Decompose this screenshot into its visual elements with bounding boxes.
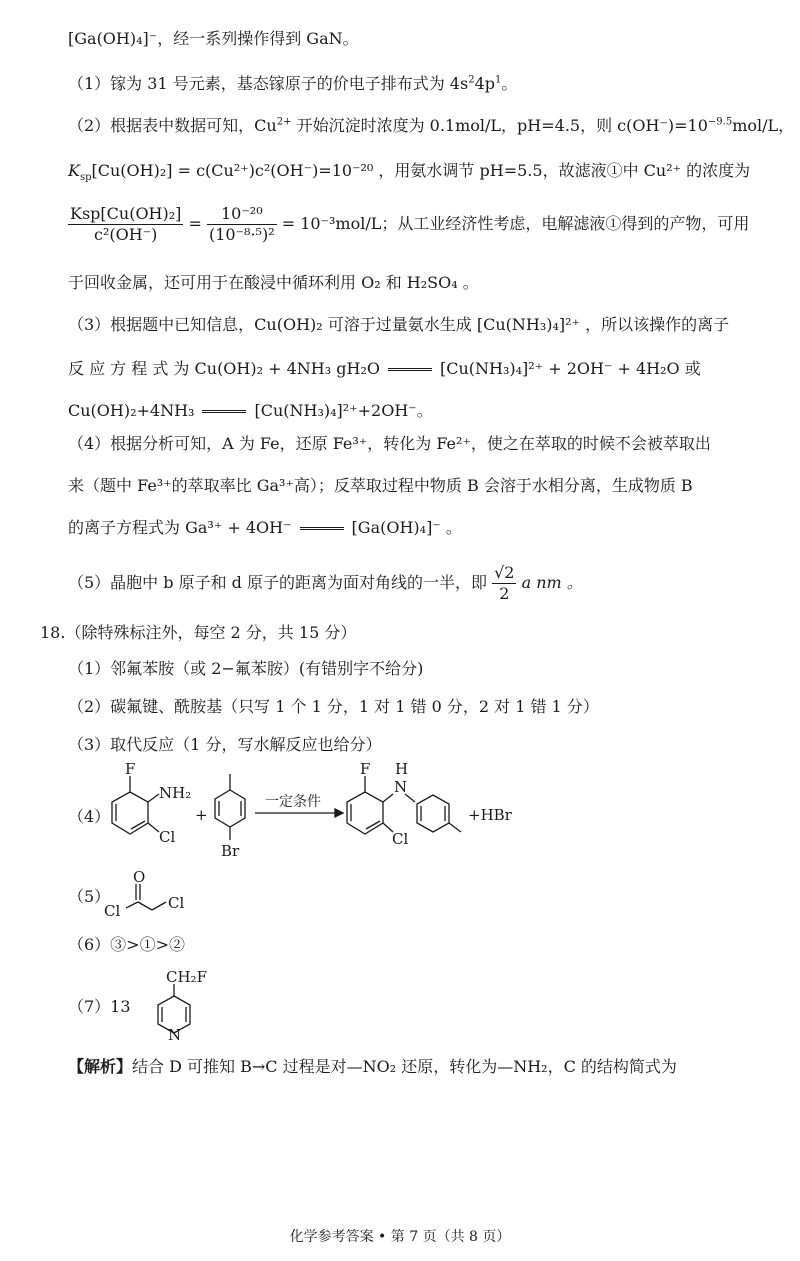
atom-label: F	[125, 762, 136, 778]
atom-label: NH₂	[159, 784, 192, 802]
reaction-scheme	[95, 762, 525, 872]
atom-label: H	[395, 762, 409, 778]
structure-5	[100, 870, 190, 920]
plus-sign: +	[195, 806, 208, 824]
answer-3-line2: 反 应 方 程 式 为 Cu(OH)₂ + 4NH₃ gH₂O [Cu(NH₃)₄]²⁺ + 2OH⁻ + 4H₂O 或	[68, 359, 701, 378]
atom-label: N	[168, 1026, 182, 1044]
value-fraction: $\frac{\text{10⁻²⁰}}{\text{(10⁻⁸·⁵)²}}$	[209, 204, 275, 244]
equals-arrow	[300, 527, 344, 531]
sqrt2-fraction: $\frac{√2}{2}$	[494, 563, 515, 603]
benzene-ring-1	[112, 792, 148, 834]
q18-header: 18.（除特殊标注外，每空 2 分，共 15 分）	[40, 623, 357, 642]
answer-1: （1）镓为 31 号元素，基态镓原子的价电子排布式为 $4s^24p^1$。	[68, 74, 518, 93]
page-footer: 化学参考答案 • 第 7 页（共 8 页）	[289, 1229, 511, 1245]
atom-label: Br	[221, 842, 240, 860]
answer-2-fraction-line: $\frac{\text{Ksp[Cu(OH)₂]}}{\text{c²(OH⁻)}}$ = $\frac{\text{10⁻²⁰}}{\text{(10⁻⁸·⁵)²}}$ = 10⁻³mol/L；从工业经济性考虑，电解滤液①得到的产物，可用	[70, 204, 750, 244]
equals-arrow	[388, 368, 432, 372]
atom-label: Cl	[159, 828, 176, 846]
answer-3-line1: （3）根据题中已知信息，Cu(OH)₂ 可溶于过量氨水生成 [Cu(NH₃)₄]²⁺ ，所以该操作的离子	[68, 315, 730, 334]
q18-answer-1: （1）邻氟苯胺（或 2−氟苯胺）(有错别字不给分)	[68, 659, 424, 678]
answer-3-line3: Cu(OH)₂+4NH₃ [Cu(NH₃)₄]²⁺+2OH⁻。	[68, 401, 433, 420]
q18-answer-7: （7）13	[68, 997, 131, 1016]
atom-label: Cl	[392, 830, 409, 848]
reaction-condition: 一定条件	[265, 794, 321, 810]
text-line: [Ga(OH)₄]⁻，经一系列操作得到 GaN。	[68, 29, 359, 48]
q18-answer-4-label: （4）	[68, 807, 111, 826]
answer-5: （5）晶胞中 b 原子和 d 原子的距离为面对角线的一半，即 $\frac{√2}{2}$ a nm 。	[68, 563, 583, 603]
answer-2-line1: （2）根据表中数据可知，$Cu^{2+}$ 开始沉淀时浓度为 0.1mol/L，pH=4.5，则 $c(OH^-)=10^{-9.5}mol/L$，	[68, 116, 795, 135]
ksp-fraction: $\frac{\text{Ksp[Cu(OH)₂]}}{\text{c²(OH⁻)}}$	[70, 204, 182, 244]
atom-label: Cl	[168, 894, 185, 912]
equals-arrow	[202, 410, 246, 414]
answer-2-line4: 于回收金属，还可用于在酸浸中循环利用 O₂ 和 H₂SO₄ 。	[68, 273, 479, 292]
structure-7	[150, 968, 230, 1046]
analysis-line: 【解析】结合 D 可推知 B→C 过程是对—NO₂ 还原，转化为—NH₂，C 的结构简式为	[68, 1057, 677, 1076]
q18-answer-2: （2）碳氟键、酰胺基（只写 1 个 1 分，1 对 1 错 0 分，2 对 1 错 1 分）	[68, 697, 599, 716]
atom-label: F	[360, 762, 371, 778]
q18-answer-6: （6）③>①>②	[68, 935, 185, 954]
atom-label: N	[394, 778, 408, 796]
benzene-ring-3	[347, 792, 383, 834]
atom-label: Cl	[104, 902, 121, 920]
atom-label: CH₂F	[166, 968, 207, 986]
answer-4-line1: （4）根据分析可知，A 为 Fe，还原 Fe³⁺，转化为 Fe²⁺，使之在萃取的时候不会被萃取出	[68, 434, 711, 453]
answer-2-line2: $K_{sp}[Cu(OH)_2] = c(Cu^{2+})c^2(OH^-)=10^{-20}$ ，用氨水调节 pH=5.5，故滤液①中 Cu²⁺ 的浓度为	[68, 161, 751, 184]
answer-4-line2: 来（题中 Fe³⁺的萃取率比 Ga³⁺高）；反萃取过程中物质 B 会溶于水相分离，生成物质 B	[68, 476, 693, 495]
benzene-ring-4	[417, 795, 449, 832]
atom-label: O	[133, 870, 146, 886]
q18-answer-3: （3）取代反应（1 分，写水解反应也给分）	[68, 735, 382, 754]
product-hbr: +HBr	[468, 806, 512, 824]
q18-answer-5-label: （5）	[68, 887, 111, 906]
answer-4-line3: 的离子方程式为 Ga³⁺ + 4OH⁻ [Ga(OH)₄]⁻ 。	[68, 518, 462, 537]
